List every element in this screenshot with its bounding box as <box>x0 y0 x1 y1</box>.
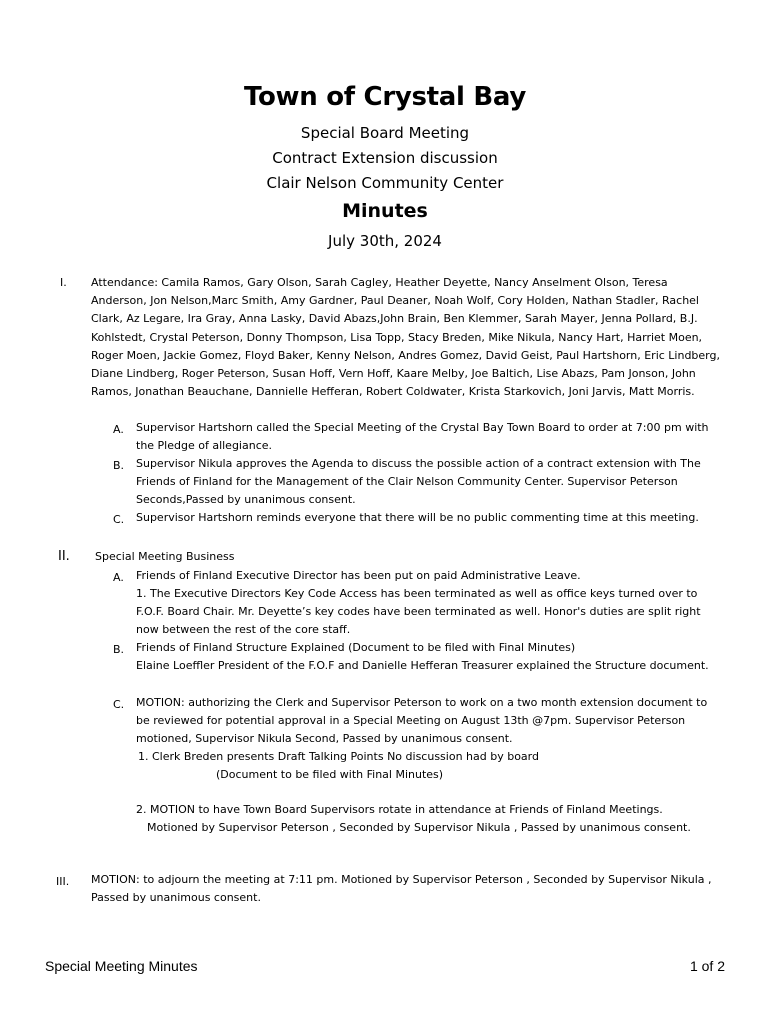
meeting-topic: Contract Extension discussion <box>272 149 498 167</box>
section-3-number: III. <box>56 875 70 888</box>
page-number: 1 of 2 <box>689 958 725 974</box>
item-2c-subitem-1: 1. Clerk Breden presents Draft Talking Points No discussion had by board <box>138 750 539 763</box>
meeting-location: Clair Nelson Community Center <box>266 174 504 192</box>
item-1c-label: C. <box>113 513 125 526</box>
section-2-heading: Special Meeting Business <box>95 550 235 563</box>
meeting-type: Special Board Meeting <box>300 124 470 142</box>
item-1a-text: Supervisor Hartshorn called the Special Meeting of the Crystal Bay Town Board to order at 7:00 pm with the Pledge of allegiance. <box>136 421 709 453</box>
attendance-paragraph: Attendance: Camila Ramos, Gary Olson, Sarah Cagley, Heather Deyette, Nancy Anselment Olson, Teresa Anderson, Jon Nelson,Marc Smith, Amy Gardner, Paul Deaner, Noah Wolf, Cory Holden, Nathan Stadler, Rachel Clark, Az Legare, Ira Gray, Anna Lasky, David Abazs,John Brain, Ben Klemmer, Sarah Mayer, Jenna Pollard, B.J. Kohlstedt, Crystal Peterson, Donny Thompson, Lisa Topp, Stacy Breden, Mike Nikula, Nancy Hart, Harriet Moen, Roger Moen, Jackie Gomez, Floyd Baker, Kenny Nelson, Andres Gomez, David Geist, Paul Hartshorn, Eric Lindberg, Diane Lindberg, Roger Peterson, Susan Hoff, Vern Hoff, Kaare Melby, Joe Baltich, Lise Abazs, Pam Jonson, John Ramos, Jonathan Beauchane, Dannielle Hefferan, Robert Coldwater, Krista Starkovich, Joni Jarvis, Matt Morris. <box>91 276 720 399</box>
item-2b-detail: Elaine Loeffler President of the F.O.F and Danielle Hefferan Treasurer explained the Structure document. <box>136 659 709 672</box>
meeting-date: July 30th, 2024 <box>328 232 442 250</box>
section-1-number: I. <box>60 276 67 289</box>
footer-title: Special Meeting Minutes <box>45 958 198 974</box>
item-2a-subitem: 1. The Executive Directors Key Code Access has been terminated as well as office keys turned over to F.O.F. Board Chair. Mr. Deyette’s key codes have been terminated as well. Honor's duties are split right now between the rest of the core staff. <box>136 587 701 637</box>
item-1c-text: Supervisor Hartshorn reminds everyone that there will be no public commenting time at this meeting. <box>136 511 699 524</box>
item-2a-label: A. <box>113 571 124 584</box>
item-2a-text: Friends of Finland Executive Director has been put on paid Administrative Leave. <box>136 569 581 582</box>
item-1b-text: Supervisor Nikula approves the Agenda to discuss the possible action of a contract extension with The Friends of Finland for the Management of the Clair Nelson Community Center. Supervisor Peterson Seconds,Passed by unanimous consent. <box>136 457 701 507</box>
adjourn-motion-text: MOTION: to adjourn the meeting at 7:11 pm. Motioned by Supervisor Peterson , Seconded by Supervisor Nikula , Passed by unanimous consent. <box>91 873 712 905</box>
item-1b-label: B. <box>113 459 125 472</box>
minutes-heading: Minutes <box>342 200 428 222</box>
item-2c-text: MOTION: authorizing the Clerk and Supervisor Peterson to work on a two month extension document to be reviewed for potential approval in a Special Meeting on August 13th @7pm. Supervisor Peterson motioned, Supervisor Nikula Second, Passed by unanimous consent. <box>136 696 708 746</box>
item-2c-subitem-1-note: (Document to be filed with Final Minutes) <box>216 768 444 781</box>
document-title: Town of Crystal Bay <box>243 82 527 112</box>
item-2c-subitem-2: 2. MOTION to have Town Board Supervisors rotate in attendance at Friends of Finland Meetings. <box>136 803 663 816</box>
section-2-number: II. <box>58 549 70 564</box>
item-2b-label: B. <box>113 643 125 656</box>
item-2c-label: C. <box>113 698 125 711</box>
item-1a-label: A. <box>113 423 124 436</box>
item-2b-text: Friends of Finland Structure Explained (Document to be filed with Final Minutes) <box>136 641 576 654</box>
item-2c-subitem-2-detail: Motioned by Supervisor Peterson , Seconded by Supervisor Nikula , Passed by unanimous consent. <box>147 821 691 834</box>
